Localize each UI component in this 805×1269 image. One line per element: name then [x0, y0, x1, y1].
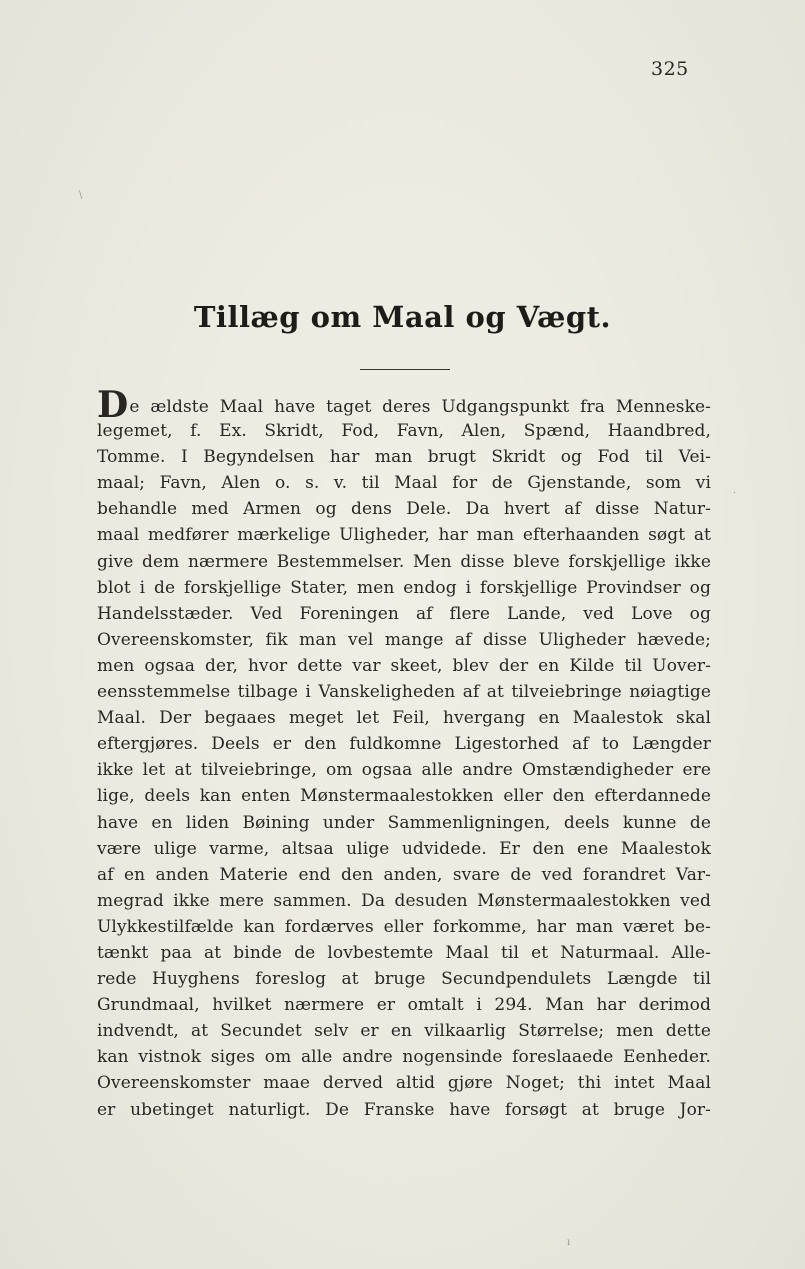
paper-speck: \	[79, 190, 83, 201]
text-line: være ulige varme, altsaa ulige udvidede. Er den ene Maalestok	[97, 838, 711, 859]
text-line: rede Huyghens foreslog at bruge Secundpendulets Længde til	[97, 969, 711, 990]
section-heading: Tillæg om Maal og Vægt.	[193, 300, 612, 334]
text-line: maal; Favn, Alen o. s. v. til Maal for de Gjenstande, som vi	[97, 473, 711, 494]
text-line: Tomme. I Begyndelsen har man brugt Skridt og Fod til Vei-	[97, 447, 711, 468]
text-line: Overeenskomster, fik man vel mange af disse Uligheder hævede;	[97, 629, 711, 650]
text-line: eensstemmelse tilbage i Vanskeligheden af at tilveiebringe nøiagtige	[97, 682, 711, 703]
text-line: men ogsaa der, hvor dette var skeet, blev der en Kilde til Uover-	[97, 655, 711, 676]
text-line: legemet, f. Ex. Skridt, Fod, Favn, Alen, Spænd, Haandbred,	[97, 421, 711, 442]
text-line: Maal. Der begaaes meget let Feil, hvergang en Maalestok skal	[97, 708, 711, 729]
text-line: kan vistnok siges om alle andre nogensinde foreslaaede Eenheder.	[97, 1047, 711, 1068]
body-text	[97, 384, 711, 1123]
text-line: lige, deels kan enten Mønstermaalestokken eller den efterdannede	[97, 786, 711, 807]
text-line: megrad ikke mere sammen. Da desuden Mønstermaalestokken ved	[97, 890, 711, 911]
text-line: eftergjøres. Deels er den fuldkomne Ligestorhed af to Længder	[97, 734, 711, 755]
text-line: Grundmaal, hvilket nærmere er omtalt i 294. Man har derimod	[97, 995, 711, 1016]
text-line: Overeenskomster maae derved altid gjøre Noget; thi intet Maal	[97, 1073, 711, 1094]
heading-divider	[360, 369, 450, 370]
drop-cap: D	[97, 384, 129, 426]
text-line: ikke let at tilveiebringe, om ogsaa alle andre Omstændigheder ere	[97, 760, 711, 781]
text-line: Handelsstæder. Ved Foreningen af flere Lande, ved Love og	[97, 603, 711, 624]
text-line: indvendt, at Secundet selv er en vilkaarlig Størrelse; men dette	[97, 1021, 711, 1042]
text-line: give dem nærmere Bestemmelser. Men disse bleve forskjellige ikke	[97, 551, 711, 572]
text-line: maal medfører mærkelige Uligheder, har man efterhaanden søgt at	[97, 525, 711, 546]
text-line-content: e ældste Maal have taget deres Udgangspunkt fra Menneske-	[129, 397, 711, 417]
text-line: Ulykkestilfælde kan fordærves eller forkomme, har man været be-	[97, 916, 711, 937]
text-line: blot i de forskjellige Stater, men endog i forskjellige Provindser og	[97, 577, 711, 598]
paper-speck: ·	[733, 488, 737, 499]
text-line: tænkt paa at binde de lovbestemte Maal til et Naturmaal. Alle-	[97, 942, 711, 963]
page-number: 325	[651, 58, 689, 80]
text-line	[97, 384, 711, 426]
text-line: er ubetinget naturligt. De Franske have forsøgt at bruge Jor-	[97, 1099, 711, 1120]
text-line: behandle med Armen og dens Dele. Da hvert af disse Natur-	[97, 499, 711, 520]
text-line: have en liden Bøining under Sammenligningen, deels kunne de	[97, 812, 711, 833]
text-line: af en anden Materie end den anden, svare de ved forandret Var-	[97, 864, 711, 885]
paper-speck: ı	[567, 1237, 571, 1248]
